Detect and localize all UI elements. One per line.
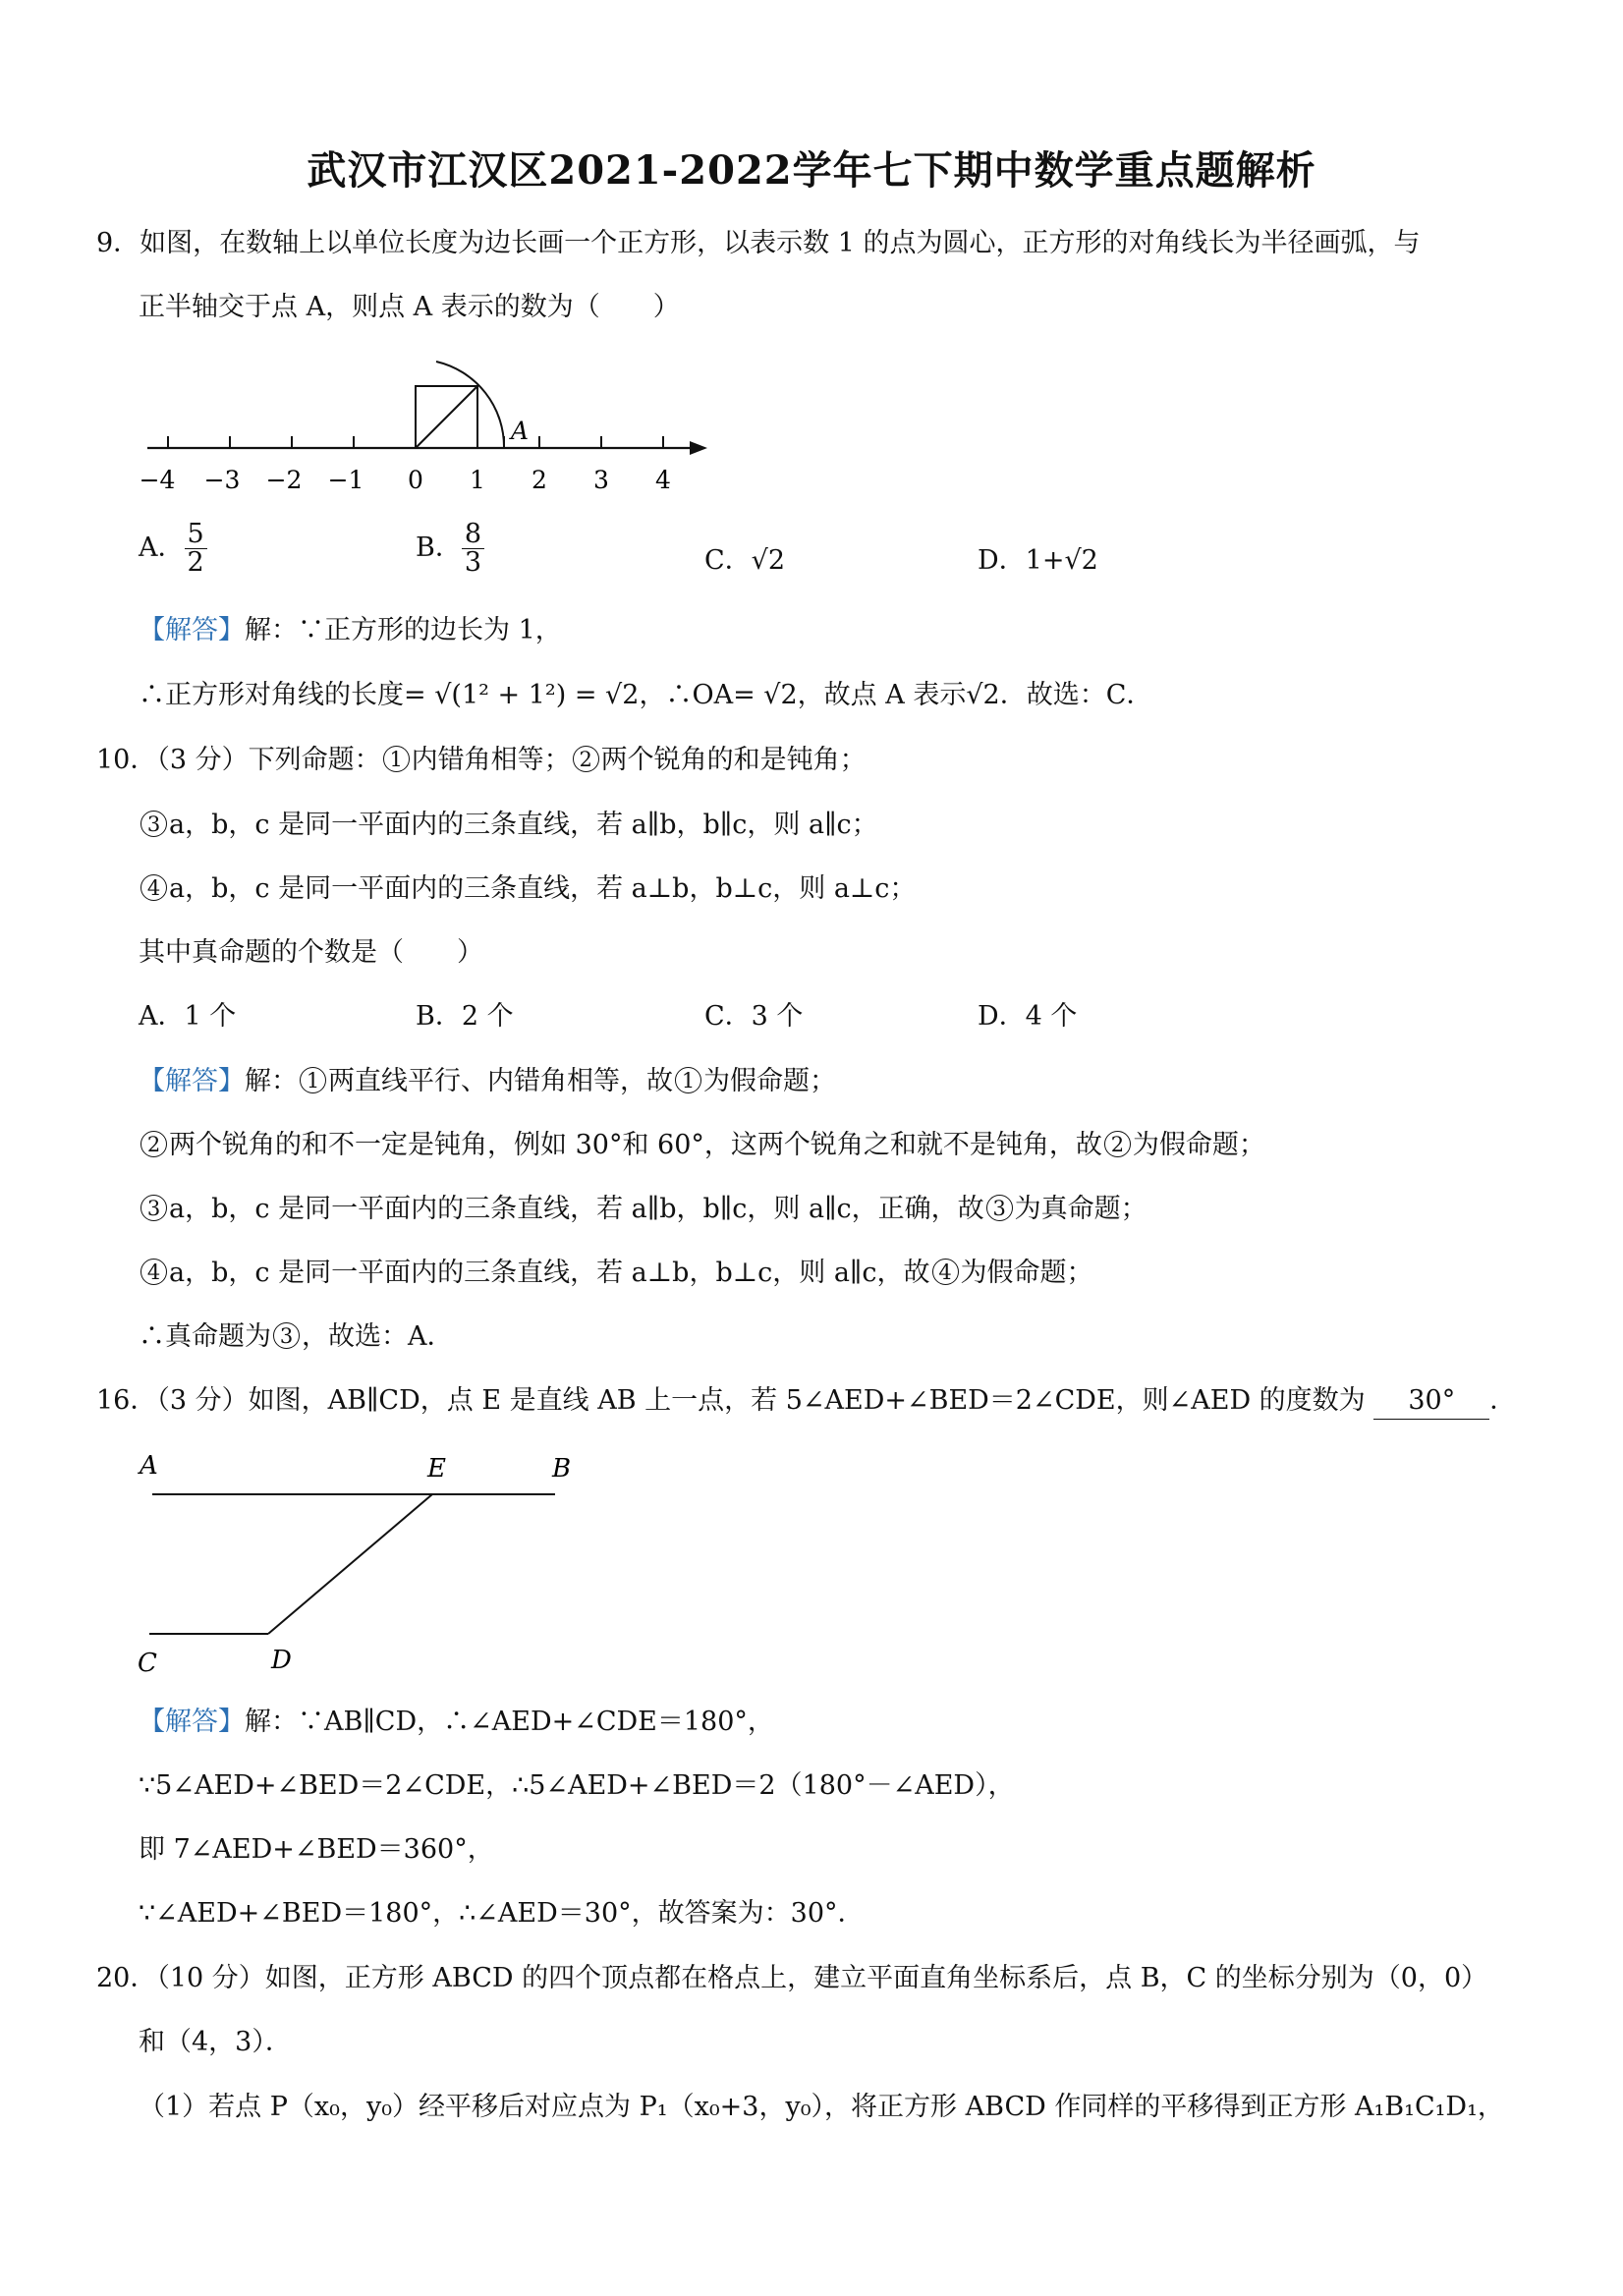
solution-text: 解：	[245, 1066, 298, 1096]
q9-option-b	[416, 521, 484, 577]
solution-text: ，故选：A．	[302, 1321, 454, 1352]
solution-text: 两直线平行、内错角相等，故	[328, 1066, 673, 1096]
q10-prop3: a，b，c 是同一平面内的三条直线，若 a∥b，b∥c，则 a∥c；	[169, 810, 878, 840]
q10-stem-line4: 其中真命题的个数是（ ）	[139, 937, 483, 968]
fraction-8-3	[462, 521, 484, 577]
tick-label: 4	[655, 466, 671, 494]
tick-label: 3	[593, 466, 609, 494]
label-d: D	[271, 1646, 292, 1675]
q10-solution-line4	[139, 1256, 1093, 1291]
q10-prefix: 10．（3 分）下列命题：	[96, 745, 381, 775]
option-b-letter: B．	[416, 532, 462, 563]
circled-number-2: 2	[573, 746, 599, 772]
answer-tag: 【解答】	[139, 1707, 245, 1737]
line-ed	[268, 1494, 432, 1634]
solution-text: 为假命题；	[1132, 1130, 1265, 1160]
label-b: B	[552, 1454, 572, 1484]
q9-option-c: C．√2	[704, 545, 786, 576]
q16-solution-line2: ∵5∠AED+∠BED＝2∠CDE，∴5∠AED+∠BED＝2（180°－∠AED），	[139, 1770, 1015, 1801]
q9-stem-line2: 正半轴交于点 A，则点 A 表示的数为（ ）	[139, 292, 680, 322]
label-c: C	[138, 1649, 157, 1678]
tick-label: 1	[470, 466, 485, 494]
circled-number-4: 4	[140, 874, 167, 901]
q16-solution-line4: ∵∠AED+∠BED＝180°，∴∠AED＝30°，故答案为：30°．	[139, 1898, 865, 1929]
page-title: 武汉市江汉区2021-2022学年七下期中数学重点题解析	[307, 147, 1316, 194]
circled-number-3: 3	[140, 1195, 167, 1221]
q10-option-c: C．3 个	[704, 1001, 804, 1032]
q10-stem-line3	[139, 871, 916, 907]
option-a-letter: A．	[139, 532, 185, 563]
solution-text: 为假命题；	[960, 1258, 1093, 1288]
solution-text: 为假命题；	[703, 1066, 836, 1096]
q9-number-line-figure	[138, 354, 727, 511]
q9-option-a	[139, 521, 207, 577]
circled-number-1: 1	[383, 746, 410, 772]
square-diagonal	[416, 386, 477, 448]
fraction-denominator: 2	[187, 547, 204, 578]
q16-stem-text: 16．（3 分）如图，AB∥CD，点 E 是直线 AB 上一点，若 5∠AED+∠BED＝2∠CDE，则∠AED 的度数为	[96, 1385, 1366, 1416]
q16-stem-end: ．	[1489, 1385, 1517, 1416]
answer-blank: 30°	[1373, 1383, 1489, 1420]
q9-stem-line1: 9．如图，在数轴上以单位长度为边长画一个正方形，以表示数 1 的点为圆心，正方形的对角线长为半径画弧，与	[96, 228, 1421, 258]
q9-option-d: D．1+√2	[978, 545, 1098, 576]
q16-parallel-lines-figure	[128, 1439, 599, 1685]
circled-number-3: 3	[273, 1322, 300, 1349]
q10-solution-line2	[139, 1128, 1265, 1163]
q10-solution-line3	[139, 1192, 1147, 1227]
tick-label: 0	[408, 466, 423, 494]
circled-number-2: 2	[1104, 1131, 1131, 1157]
label-e: E	[427, 1454, 446, 1484]
q10-prop2: 两个锐角的和是钝角；	[600, 745, 867, 775]
q10-stem-line2	[139, 808, 878, 843]
answer-tag: 【解答】	[139, 1066, 245, 1096]
tick-label: 2	[532, 466, 547, 494]
circled-number-4: 4	[140, 1259, 167, 1285]
solution-text: ∴真命题为	[139, 1321, 271, 1352]
q10-prop1: 内错角相等；	[411, 745, 571, 775]
q10-prop4: a，b，c 是同一平面内的三条直线，若 a⊥b，b⊥c，则 a⊥c；	[169, 873, 917, 904]
solution-text: 解：∵AB∥CD，∴∠AED+∠CDE＝180°，	[245, 1707, 774, 1737]
q16-solution-line1	[139, 1705, 774, 1740]
tick-label: −1	[327, 466, 364, 494]
solution-text: 为真命题；	[1014, 1194, 1147, 1224]
q10-option-d: D．4 个	[978, 1001, 1078, 1032]
q9-solution-line2: ∴正方形对角线的长度= √(1² + 1²) = √2，∴OA= √2，故点 A 表示√2．故选：C．	[139, 680, 1153, 710]
q20-stem-line2: 和（4，3）．	[139, 2027, 292, 2057]
q10-option-a: A．1 个	[139, 1001, 237, 1032]
answer-tag: 【解答】	[139, 615, 245, 645]
circled-number-3: 3	[986, 1195, 1013, 1221]
fraction-denominator: 3	[464, 547, 482, 578]
axis-arrow-icon	[690, 441, 707, 455]
circled-number-3: 3	[140, 811, 167, 837]
q16-solution-line3: 即 7∠AED+∠BED＝360°，	[139, 1834, 494, 1865]
circled-number-1: 1	[675, 1067, 701, 1093]
solution-text: a，b，c 是同一平面内的三条直线，若 a∥b，b∥c，则 a∥c，正确，故	[169, 1194, 984, 1224]
point-a-label: A	[511, 417, 530, 445]
fraction-numerator: 8	[462, 521, 484, 549]
circled-number-1: 1	[300, 1067, 326, 1093]
circled-number-4: 4	[932, 1259, 959, 1285]
label-a: A	[140, 1451, 158, 1481]
solution-text: a，b，c 是同一平面内的三条直线，若 a⊥b，b⊥c，则 a∥c，故	[169, 1258, 930, 1288]
q20-part1: （1）若点 P（x₀，y₀）经平移后对应点为 P₁（x₀+3，y₀），将正方形 ABCD 作同样的平移得到正方形 A₁B₁C₁D₁，	[139, 2092, 1504, 2122]
solution-text: 两个锐角的和不一定是钝角，例如 30°和 60°，这两个锐角之和就不是钝角，故	[169, 1130, 1102, 1160]
q20-stem-line1: 20．（10 分）如图，正方形 ABCD 的四个顶点都在格点上，建立平面直角坐标系后，点 B，C 的坐标分别为（0，0）	[96, 1963, 1488, 1993]
fraction-numerator: 5	[185, 521, 207, 549]
q10-stem-line1	[96, 743, 867, 778]
tick-label: −3	[203, 466, 241, 494]
fraction-5-2	[185, 521, 207, 577]
q10-solution-line1	[139, 1064, 836, 1099]
tick-label: −4	[139, 466, 176, 494]
q9-solution-text: 解：∵正方形的边长为 1，	[245, 615, 562, 645]
radius-arc	[436, 362, 504, 448]
q10-solution-line5	[139, 1319, 454, 1355]
circled-number-2: 2	[140, 1131, 167, 1157]
tick-label: −2	[265, 466, 303, 494]
q16-stem	[96, 1383, 1516, 1420]
q9-solution-line1	[139, 613, 562, 648]
q10-option-b: B．2 个	[416, 1001, 514, 1032]
